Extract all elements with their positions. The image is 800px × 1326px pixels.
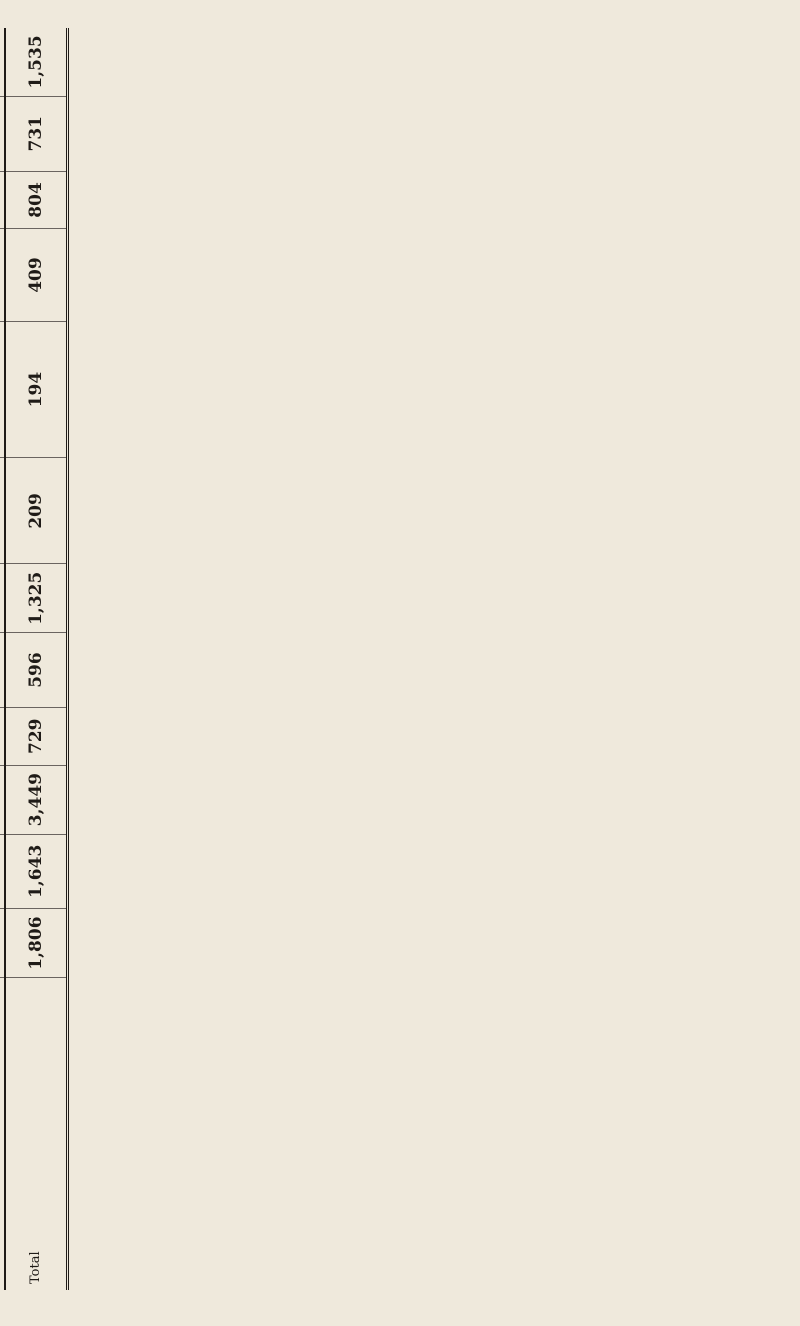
table-cell: 596 [5,633,68,708]
duration-table [0,28,69,1290]
row-label [5,978,68,1291]
table-cell: 209 [5,458,68,564]
table-cell: 1,643 [5,834,68,909]
table-row [5,28,68,1290]
table-cell: 1,325 [5,564,68,633]
table-cell: 1,806 [5,909,68,978]
table-cell: 731 [5,96,68,171]
table-cell: 194 [5,321,68,458]
table-cell: 804 [5,171,68,229]
table-cell: 409 [5,229,68,321]
table-cell: 729 [5,707,68,765]
table-cell: 3,449 [5,765,68,834]
table-cell: 1,535 [5,28,68,96]
row-description: Total [27,1251,43,1284]
rotated-page [0,0,274,1326]
table-body [0,28,68,1290]
